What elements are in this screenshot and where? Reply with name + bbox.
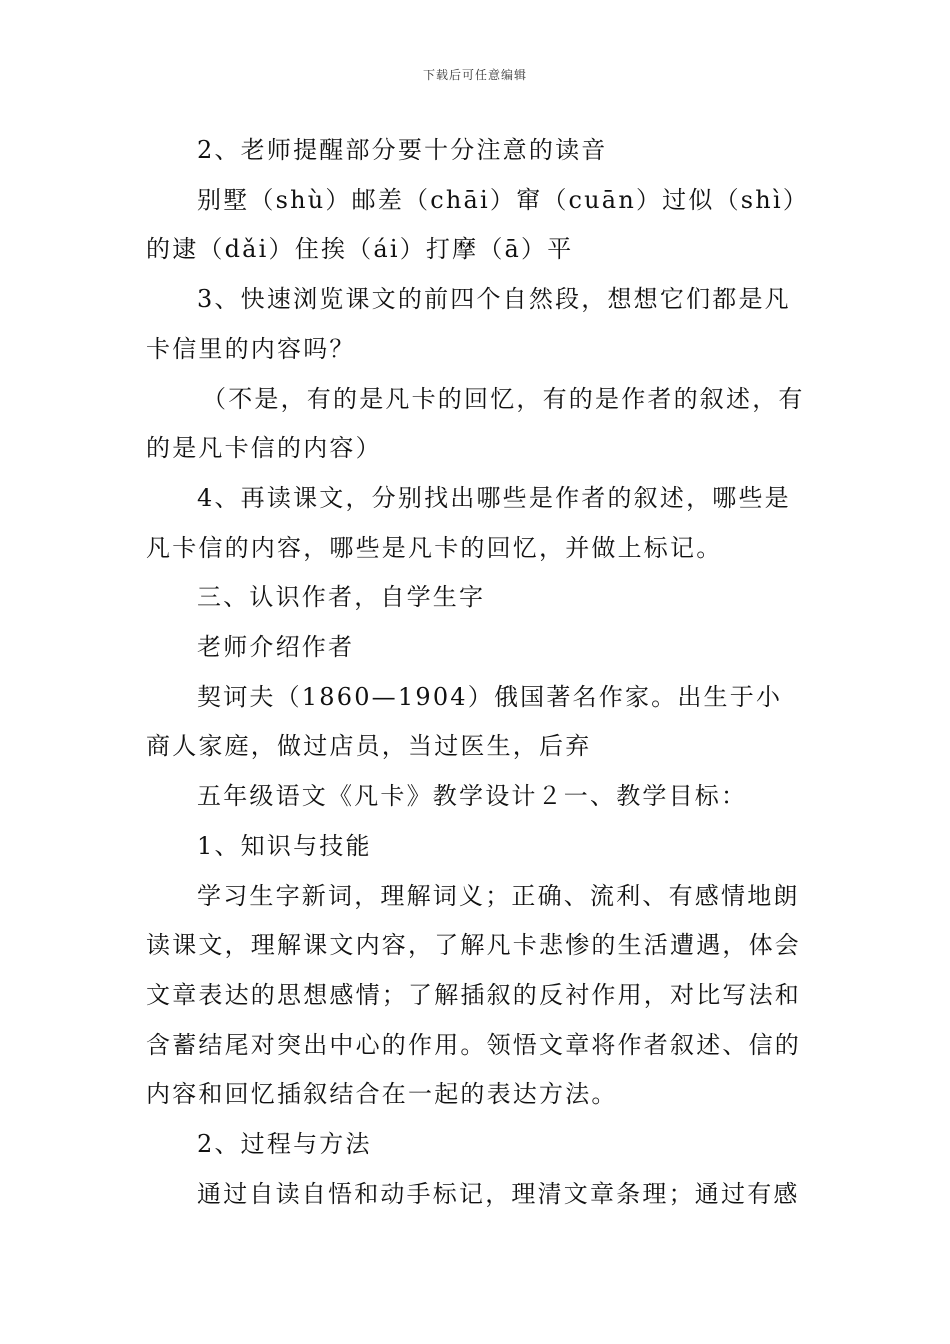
paragraph-reread-task: 4、再读课文，分别找出哪些是作者的叙述，哪些是凡卡信的内容，哪些是凡卡的回忆，并做上标记。 (146, 483, 791, 562)
section-heading-author: 三、认识作者，自学生字 (197, 583, 486, 612)
paragraph-teacher-intro: 老师介绍作者 (197, 633, 355, 662)
paragraph-browse-question: 3、快速浏览课文的前四个自然段，想想它们都是凡卡信里的内容吗？ (146, 285, 791, 363)
paragraph-knowledge-goals: 学习生字新词，理解词义；正确、流利、有感情地朗读课文，理解课文内容，了解凡卡悲惨的生活遭遇，体会文章表达的思想感情；了解插叙的反衬作用，对比写法和含蓄结尾对突出中心的作用。领悟文章将作者叙述、信的内容和回忆插叙结合在一起的表达方法。 (146, 881, 801, 1109)
paragraph-process-goals: 通过自读自悟和动手标记，理清文章条理；通过有感 (197, 1179, 800, 1208)
paragraph-reading-reminder: 2、老师提醒部分要十分注意的读音 (197, 136, 608, 164)
document-body (146, 126, 808, 1219)
paragraph-answer: （不是，有的是凡卡的回忆，有的是作者的叙述，有的是凡卡信的内容） (146, 384, 805, 463)
subheading-process-methods: 2、过程与方法 (197, 1130, 372, 1159)
subheading-knowledge-skills: 1、知识与技能 (197, 831, 372, 860)
paragraph-chekhov-bio: 契诃夫（1860—1904）俄国著名作家。出生于小商人家庭，做过店员，当过医生，后弃 (146, 682, 783, 761)
paragraph-pronunciation-list: 别墅（shù）邮差（chāi）窜（cuān）过似（shì）的逮（dǎi）住挨（ái）打摩（ā）平 (146, 185, 798, 264)
page-header: 下载后可任意编辑 (422, 68, 527, 82)
section-heading-design-2: 五年级语文《凡卡》教学设计２一、教学目标： (197, 782, 748, 811)
